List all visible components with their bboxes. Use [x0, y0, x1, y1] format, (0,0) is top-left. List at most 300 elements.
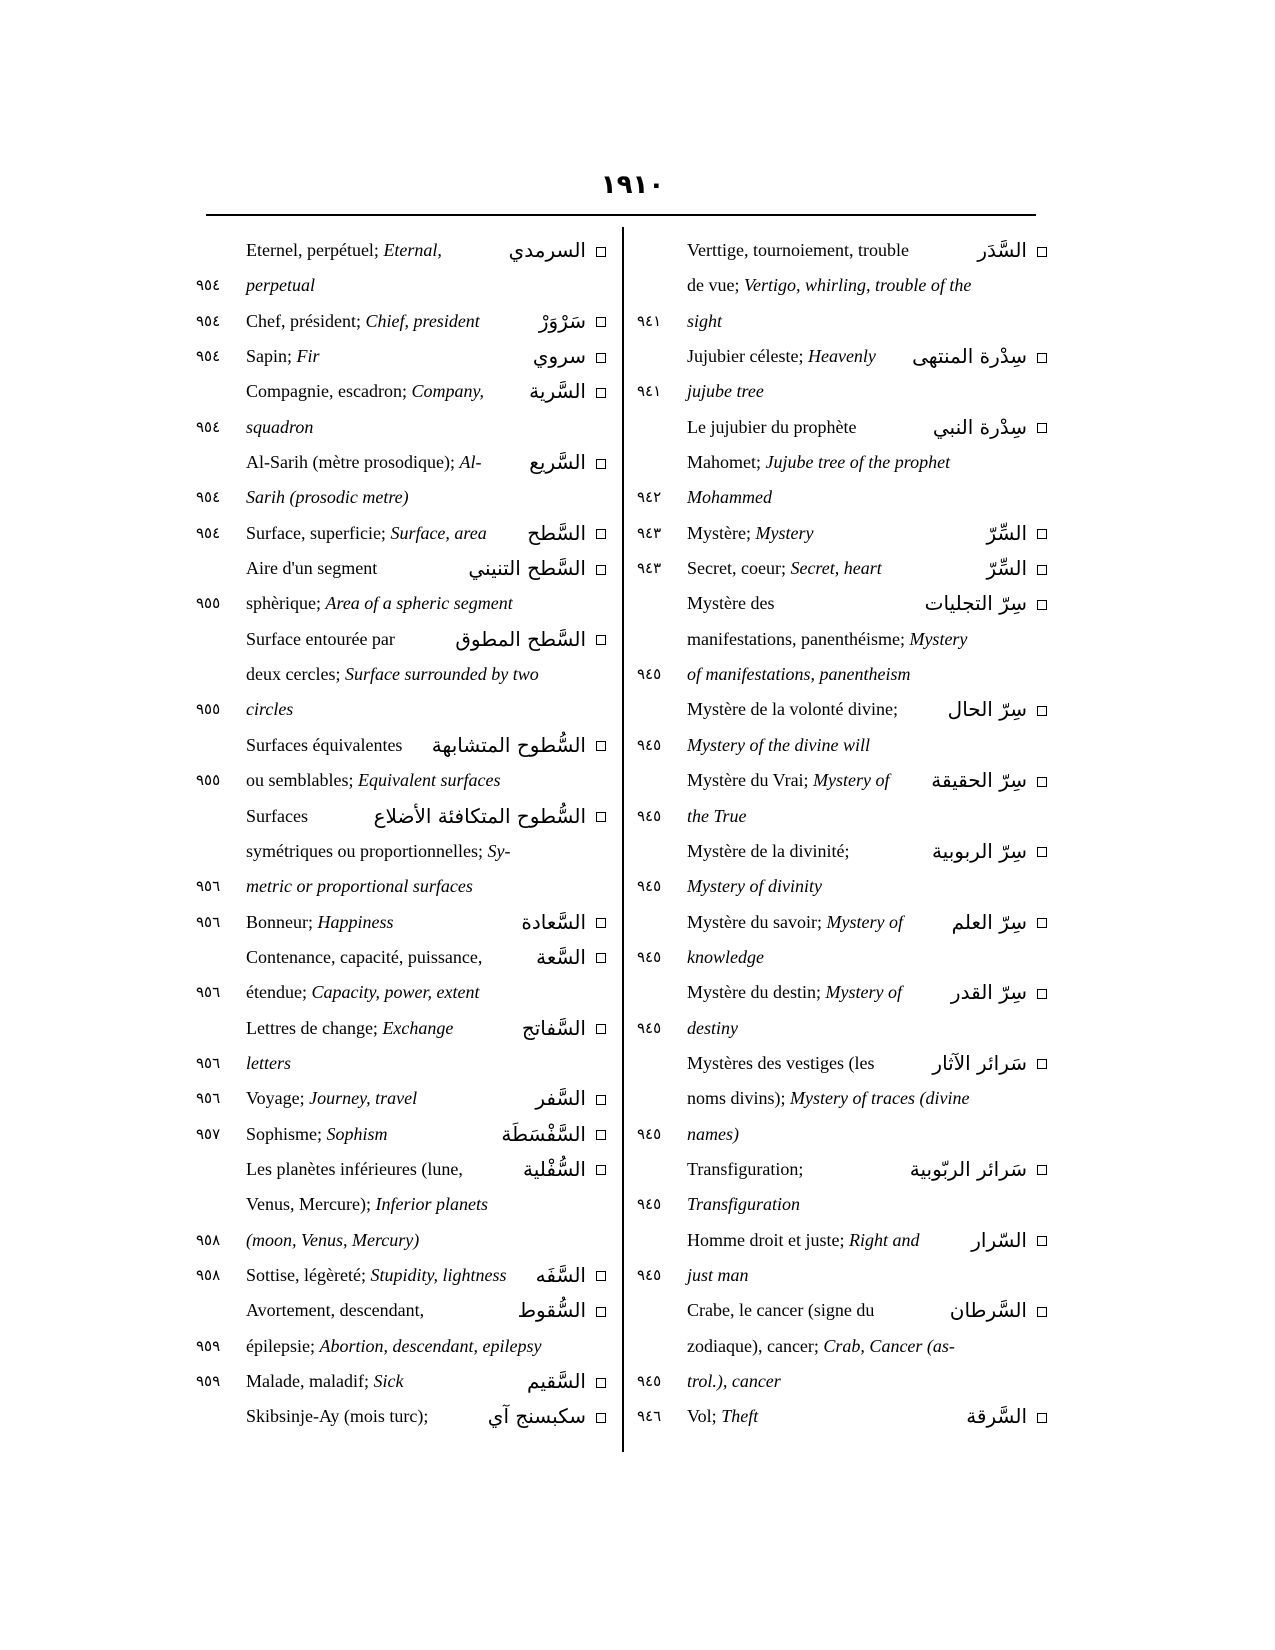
- arabic-headword: سَرائر الربّوبية: [909, 1156, 1027, 1181]
- dictionary-entry: [196, 445, 606, 516]
- english-translation: Crab, Cancer (as-: [823, 1335, 955, 1356]
- entry-line: [637, 516, 1047, 551]
- arabic-headword: السُّفْلية: [523, 1156, 586, 1181]
- arabic-term: [468, 551, 606, 586]
- french-translation: Eternel, perpétuel;: [246, 240, 384, 260]
- entry-line: [196, 1081, 606, 1116]
- translation-text: [246, 1187, 488, 1222]
- english-translation: Heavenly: [807, 346, 876, 367]
- entry-bullet-icon: [596, 741, 606, 751]
- english-translation: metric or proportional surfaces: [246, 876, 473, 897]
- page-reference: ٩٤٥: [637, 735, 662, 754]
- arabic-term: [536, 940, 606, 975]
- entry-line: [637, 692, 1047, 727]
- translation-text: [246, 304, 480, 339]
- dictionary-entry: [637, 516, 1047, 551]
- english-translation: just man: [687, 1264, 749, 1285]
- entry-bullet-icon: [596, 317, 606, 327]
- entry-line: [637, 834, 1047, 869]
- page-reference: ٩٥٥: [196, 594, 221, 613]
- entry-line: [196, 551, 606, 586]
- page-reference: ٩٤٣: [637, 559, 662, 578]
- english-translation: Vertigo, whirling, trouble of the: [743, 275, 972, 296]
- english-translation: Journey, travel: [309, 1088, 418, 1109]
- dictionary-entry: [637, 586, 1047, 692]
- entry-line: [637, 1293, 1047, 1328]
- translation-text: [246, 410, 313, 445]
- french-translation: Contenance, capacité, puissance,: [246, 946, 483, 967]
- entry-bullet-icon: [1037, 1165, 1047, 1175]
- entry-line: [637, 445, 1047, 480]
- dictionary-entry: [196, 233, 606, 304]
- dictionary-entry: [196, 905, 606, 940]
- dictionary-entry: [196, 728, 606, 799]
- arabic-term: [529, 374, 606, 409]
- entry-line: [196, 480, 606, 515]
- arabic-headword: السَّرطان: [949, 1298, 1027, 1323]
- english-translation: Mystery: [755, 522, 814, 543]
- translation-text: [687, 1117, 739, 1152]
- arabic-headword: السُّقوط: [517, 1298, 586, 1323]
- translation-text: [246, 1329, 541, 1364]
- dictionary-entry: [637, 233, 1047, 339]
- dictionary-entry: [196, 1081, 606, 1116]
- entry-line: [196, 1187, 606, 1222]
- arabic-term: [523, 1152, 606, 1187]
- arabic-term: [488, 1399, 606, 1434]
- translation-text: [687, 1011, 738, 1046]
- arabic-headword: سِرّ التجليات: [924, 591, 1027, 616]
- english-translation: of manifestations, panentheism: [687, 664, 911, 685]
- arabic-headword: سِرّ الحال: [947, 697, 1027, 722]
- arabic-term: [986, 516, 1047, 551]
- english-translation: Secret, heart: [790, 558, 882, 579]
- english-translation: Right and: [848, 1229, 920, 1250]
- french-translation: Compagnie, escadron;: [246, 381, 412, 402]
- translation-text: [687, 1223, 919, 1258]
- arabic-headword: السرمدي: [508, 238, 586, 262]
- english-translation: knowledge: [687, 946, 764, 967]
- dictionary-entry: [637, 339, 1047, 410]
- translation-text: [246, 1399, 428, 1434]
- entry-line: [637, 763, 1047, 798]
- english-translation: Mohammed: [687, 487, 772, 508]
- entry-line: [196, 728, 606, 763]
- entry-bullet-icon: [1037, 1413, 1047, 1423]
- arabic-headword: السَّطح المطوق: [455, 626, 586, 651]
- entry-line: [196, 268, 606, 303]
- left-column: [196, 233, 606, 1435]
- page-reference: ٩٤١: [637, 382, 662, 401]
- arabic-headword: السَّعادة: [521, 909, 586, 934]
- arabic-headword: السَّطح التنيني: [468, 556, 586, 581]
- english-translation: Eternal,: [383, 240, 442, 260]
- dictionary-entry: [196, 1399, 606, 1434]
- entry-line: [196, 304, 606, 339]
- entry-line: [637, 622, 1047, 657]
- arabic-headword: سِرّ العلم: [951, 909, 1027, 934]
- translation-text: [687, 975, 902, 1010]
- translation-text: [246, 834, 510, 869]
- translation-text: [687, 233, 909, 268]
- page-reference: ٩٥٦: [196, 1089, 221, 1108]
- entry-bullet-icon: [596, 1130, 606, 1140]
- entry-bullet-icon: [596, 953, 606, 963]
- english-translation: (moon, Venus, Mercury): [246, 1229, 420, 1250]
- french-translation: zodiaque), cancer;: [687, 1335, 824, 1356]
- english-translation: Sarih (prosodic metre): [246, 487, 409, 508]
- entry-line: [196, 834, 606, 869]
- arabic-headword: سِرّ الحقيقة: [931, 768, 1027, 793]
- right-column: [637, 233, 1047, 1435]
- translation-text: [687, 692, 898, 727]
- english-translation: Sick: [373, 1371, 404, 1391]
- entry-bullet-icon: [1037, 918, 1047, 928]
- french-translation: Surfaces: [246, 805, 308, 826]
- entry-line: [637, 1081, 1047, 1116]
- entry-line: [196, 1152, 606, 1187]
- french-translation: Bonneur;: [246, 911, 318, 932]
- arabic-headword: سَرْوَرْ: [538, 308, 586, 333]
- translation-text: [246, 480, 409, 515]
- entry-bullet-icon: [596, 529, 606, 539]
- french-translation: Voyage;: [246, 1088, 310, 1109]
- page-reference: ٩٤٥: [637, 877, 662, 896]
- entry-bullet-icon: [1037, 847, 1047, 857]
- entry-line: [196, 975, 606, 1010]
- translation-text: [687, 551, 882, 586]
- page-reference: ٩٤٥: [637, 806, 662, 825]
- entry-line: [637, 1152, 1047, 1187]
- translation-text: [246, 445, 481, 480]
- page-reference: ٩٥٨: [196, 1230, 221, 1249]
- entry-line: [196, 763, 606, 798]
- entry-line: [637, 1258, 1047, 1293]
- translation-text: [246, 869, 473, 904]
- translation-text: [246, 1046, 291, 1081]
- entry-line: [196, 1223, 606, 1258]
- english-translation: Surface, area: [390, 522, 487, 543]
- arabic-headword: سِدْرة النبي: [932, 414, 1027, 439]
- translation-text: [687, 1081, 969, 1116]
- french-translation: Mystère de la volonté divine;: [687, 699, 898, 720]
- arabic-term: [509, 233, 606, 268]
- entry-line: [637, 728, 1047, 763]
- english-translation: squadron: [246, 416, 314, 437]
- page-reference: ٩٤٥: [637, 1018, 662, 1037]
- dictionary-entry: [637, 1293, 1047, 1399]
- translation-text: [246, 374, 484, 409]
- french-translation: Sottise, légèreté;: [246, 1264, 371, 1285]
- english-translation: Jujube tree of the prophet: [765, 452, 951, 473]
- page-reference: ٩٥٤: [196, 523, 221, 542]
- english-translation: Mystery of the divine will: [687, 734, 870, 755]
- entry-line: [637, 1187, 1047, 1222]
- english-translation: Mystery of traces (divine: [790, 1088, 970, 1109]
- entry-bullet-icon: [596, 812, 606, 822]
- arabic-headword: السُّطوح المتكافئة الأضلاع: [373, 803, 586, 828]
- entry-bullet-icon: [596, 1271, 606, 1281]
- entry-line: [196, 692, 606, 727]
- dictionary-entry: [196, 1011, 606, 1082]
- page-reference: ٩٥٤: [196, 488, 221, 507]
- english-translation: Company,: [411, 381, 484, 402]
- arabic-term: [925, 586, 1047, 621]
- translation-text: [246, 339, 320, 374]
- translation-text: [246, 1117, 388, 1152]
- english-translation: jujube tree: [687, 381, 764, 402]
- dictionary-entry: [196, 304, 606, 339]
- page-reference: ٩٤٣: [637, 523, 662, 542]
- arabic-term: [950, 1293, 1047, 1328]
- french-translation: Chef, président;: [246, 310, 366, 331]
- entry-line: [637, 905, 1047, 940]
- arabic-term: [522, 1011, 606, 1046]
- french-translation: deux cercles;: [246, 664, 345, 685]
- english-translation: Al-: [459, 452, 482, 473]
- english-translation: Stupidity, lightness: [370, 1264, 507, 1285]
- arabic-term: [527, 516, 606, 551]
- page-reference: ٩٥٥: [196, 700, 221, 719]
- translation-text: [687, 410, 856, 445]
- french-translation: de vue;: [687, 275, 744, 296]
- entry-line: [637, 1364, 1047, 1399]
- entry-bullet-icon: [1037, 1307, 1047, 1317]
- translation-text: [687, 516, 813, 551]
- entry-bullet-icon: [596, 459, 606, 469]
- page-reference: ٩٥٩: [196, 1372, 221, 1390]
- page-reference: ٩٥٥: [196, 771, 221, 790]
- arabic-term: [932, 834, 1047, 869]
- dictionary-entry: [196, 1258, 606, 1293]
- french-translation: Mystère de la divinité;: [687, 840, 850, 861]
- entry-bullet-icon: [596, 565, 606, 575]
- arabic-term: [932, 1046, 1047, 1081]
- dictionary-entry: [196, 551, 606, 622]
- translation-text: [687, 1152, 803, 1187]
- dictionary-entry: [196, 1293, 606, 1364]
- arabic-term: [536, 1258, 606, 1293]
- arabic-headword: سَرائر الآثار: [932, 1050, 1027, 1075]
- translation-text: [246, 586, 513, 621]
- french-translation: Surface, superficie;: [246, 522, 391, 543]
- entry-bullet-icon: [1037, 1236, 1047, 1246]
- entry-line: [637, 869, 1047, 904]
- entry-line: [637, 304, 1047, 339]
- french-translation: Verttige, tournoiement, trouble: [687, 240, 909, 260]
- translation-text: [687, 339, 876, 374]
- translation-text: [246, 1011, 453, 1046]
- translation-text: [246, 799, 308, 834]
- entry-bullet-icon: [596, 353, 606, 363]
- french-translation: Le jujubier du prophète: [687, 416, 857, 437]
- french-translation: manifestations, panenthéisme;: [687, 628, 910, 649]
- arabic-headword: السَّعة: [536, 944, 586, 969]
- entry-line: [196, 1046, 606, 1081]
- translation-text: [246, 1152, 463, 1187]
- dictionary-entry: [637, 1152, 1047, 1223]
- english-translation: destiny: [687, 1017, 738, 1038]
- translation-text: [246, 1293, 424, 1328]
- translation-text: [687, 1399, 758, 1434]
- translation-text: [246, 905, 394, 940]
- entry-bullet-icon: [1037, 529, 1047, 539]
- arabic-headword: السِّرّ: [986, 556, 1027, 581]
- arabic-headword: السَّدَر: [977, 238, 1027, 262]
- entry-line: [196, 1399, 606, 1434]
- entry-line: [637, 975, 1047, 1010]
- page-reference: ٩٥٦: [196, 983, 221, 1002]
- french-translation: Jujubier céleste;: [687, 346, 808, 367]
- english-translation: sight: [687, 310, 723, 331]
- arabic-headword: سِرّ الربوبية: [931, 838, 1027, 863]
- translation-text: [687, 657, 911, 692]
- french-translation: Mystère du destin;: [687, 982, 826, 1003]
- french-translation: Al-Sarih (mètre prosodique);: [246, 452, 460, 473]
- entry-line: [196, 586, 606, 621]
- page-reference: ٩٤٥: [637, 665, 662, 684]
- translation-text: [687, 834, 849, 869]
- dictionary-entry: [637, 905, 1047, 976]
- arabic-term: [952, 905, 1047, 940]
- dictionary-entry: [196, 339, 606, 374]
- arabic-headword: السَّطح: [527, 520, 586, 545]
- dictionary-entry: [637, 692, 1047, 763]
- translation-text: [687, 480, 772, 515]
- translation-text: [246, 657, 539, 692]
- translation-text: [246, 728, 402, 763]
- arabic-headword: السَّرية: [529, 379, 586, 404]
- entry-bullet-icon: [1037, 777, 1047, 787]
- english-translation: Area of a spheric segment: [325, 593, 513, 614]
- arabic-headword: السَّقيم: [527, 1369, 586, 1393]
- translation-text: [687, 268, 971, 303]
- english-translation: Capacity, power, extent: [311, 982, 480, 1003]
- arabic-term: [951, 975, 1047, 1010]
- arabic-term: [432, 728, 606, 763]
- arabic-headword: السَّفْسَطَة: [501, 1121, 586, 1146]
- dictionary-entry: [196, 1117, 606, 1152]
- dictionary-entry: [196, 1364, 606, 1399]
- french-translation: Sophisme;: [246, 1123, 327, 1144]
- french-translation: Aire d'un segment: [246, 558, 378, 579]
- french-translation: noms divins);: [687, 1088, 791, 1109]
- arabic-term: [933, 410, 1047, 445]
- page-reference: ٩٥٦: [196, 912, 221, 931]
- dictionary-entry: [637, 1046, 1047, 1152]
- french-translation: Mahomet;: [687, 452, 766, 473]
- translation-text: [687, 869, 822, 904]
- entry-line: [637, 268, 1047, 303]
- entry-line: [196, 410, 606, 445]
- translation-text: [246, 1258, 506, 1293]
- english-translation: perpetual: [246, 275, 315, 296]
- dictionary-entry: [637, 763, 1047, 834]
- arabic-headword: السِّرّ: [986, 520, 1027, 545]
- translation-text: [687, 1258, 749, 1293]
- translation-text: [687, 1364, 781, 1399]
- english-translation: Exchange: [382, 1017, 454, 1038]
- arabic-term: [910, 1152, 1047, 1187]
- translation-text: [687, 799, 747, 834]
- dictionary-entry: [637, 975, 1047, 1046]
- french-translation: Crabe, le cancer (signe du: [687, 1300, 875, 1321]
- arabic-term: [986, 551, 1047, 586]
- english-translation: the True: [687, 805, 747, 826]
- english-translation: Mystery of: [825, 982, 902, 1003]
- header-rule: [206, 214, 1036, 216]
- french-translation: étendue;: [246, 982, 312, 1003]
- dictionary-entry: [637, 1399, 1047, 1434]
- arabic-headword: سروي: [532, 344, 586, 369]
- arabic-term: [977, 233, 1047, 268]
- page-reference: ٩٤٥: [637, 1124, 662, 1143]
- translation-text: [246, 268, 315, 303]
- arabic-headword: السّرار: [971, 1227, 1027, 1252]
- page-reference: ٩٥٤: [196, 417, 221, 436]
- entry-line: [637, 1011, 1047, 1046]
- french-translation: Transfiguration;: [687, 1158, 804, 1179]
- entry-bullet-icon: [1037, 989, 1047, 999]
- arabic-headword: سِدْرة المنتهى: [912, 344, 1027, 369]
- entry-bullet-icon: [596, 388, 606, 398]
- page-reference: ٩٥٤: [196, 311, 221, 330]
- entry-line: [637, 1117, 1047, 1152]
- column-divider: [622, 227, 624, 1452]
- translation-text: [687, 1293, 874, 1328]
- page-reference: ٩٤٥: [637, 947, 662, 966]
- english-translation: Chief, president: [365, 310, 480, 331]
- translation-text: [687, 622, 967, 657]
- translation-text: [687, 1046, 874, 1081]
- translation-text: [687, 728, 870, 763]
- translation-text: [246, 1081, 417, 1116]
- arabic-headword: السَّفَه: [535, 1262, 586, 1287]
- french-translation: Les planètes inférieures (lune,: [246, 1158, 463, 1179]
- page-reference: ٩٤٥: [637, 1195, 662, 1214]
- english-translation: Fir: [296, 346, 320, 367]
- dictionary-entry: [196, 1152, 606, 1258]
- page-reference: ٩٤٦: [637, 1407, 662, 1426]
- translation-text: [246, 233, 442, 268]
- dictionary-entry: [637, 551, 1047, 586]
- entry-line: [196, 869, 606, 904]
- translation-text: [246, 692, 293, 727]
- page-reference: ٩٥٦: [196, 1053, 221, 1072]
- page-reference: ٩٤١: [637, 311, 662, 330]
- entry-line: [196, 1258, 606, 1293]
- entry-line: [196, 1117, 606, 1152]
- entry-line: [637, 1223, 1047, 1258]
- entry-line: [637, 1046, 1047, 1081]
- english-translation: Sophism: [326, 1123, 388, 1144]
- dictionary-entry: [637, 410, 1047, 516]
- arabic-term: [521, 905, 606, 940]
- french-translation: Secret, coeur;: [687, 558, 791, 579]
- page-reference: ٩٥٨: [196, 1265, 221, 1284]
- arabic-term: [912, 339, 1047, 374]
- entry-bullet-icon: [1037, 706, 1047, 716]
- entry-bullet-icon: [1037, 565, 1047, 575]
- entry-line: [637, 1399, 1047, 1434]
- page-reference: ٩٥٤: [196, 347, 221, 366]
- english-translation: letters: [246, 1052, 291, 1073]
- entry-bullet-icon: [596, 1378, 606, 1388]
- arabic-headword: سكبسنج آي: [487, 1404, 586, 1429]
- entry-line: [196, 445, 606, 480]
- translation-text: [246, 763, 500, 798]
- entry-line: [196, 799, 606, 834]
